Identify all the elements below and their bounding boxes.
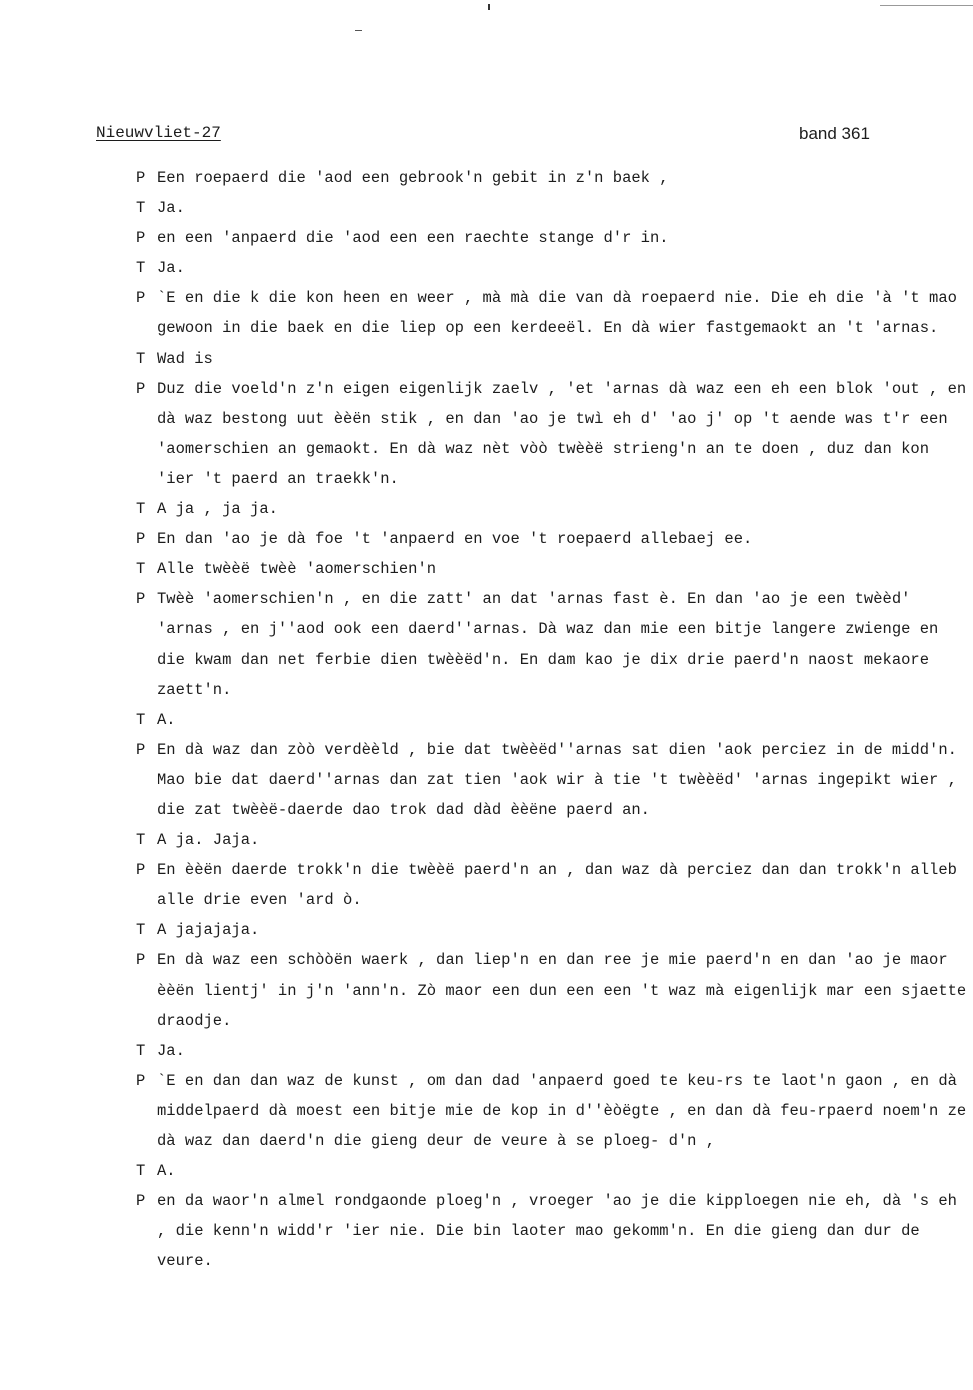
utterance: A jajajaja. bbox=[157, 921, 260, 940]
turn bbox=[136, 554, 968, 584]
turn bbox=[136, 524, 968, 554]
turn bbox=[136, 945, 968, 1035]
scan-mark bbox=[880, 5, 973, 6]
speaker-label: P bbox=[136, 229, 146, 248]
turn bbox=[136, 283, 968, 343]
turn bbox=[136, 1156, 968, 1186]
speaker-label: P bbox=[136, 740, 146, 759]
speaker-label: T bbox=[136, 1041, 146, 1060]
speaker-label: P bbox=[136, 861, 146, 880]
utterance: Ja. bbox=[157, 199, 185, 218]
turn bbox=[136, 253, 968, 283]
utterance: en een 'anpaerd die 'aod een een raechte stange d'r in. bbox=[157, 229, 669, 248]
utterance: Ja. bbox=[157, 1041, 185, 1060]
speaker-label: T bbox=[136, 710, 146, 729]
speaker-label: T bbox=[136, 199, 146, 218]
turn bbox=[136, 1036, 968, 1066]
turn bbox=[136, 705, 968, 735]
turn bbox=[136, 494, 968, 524]
utterance: `E en die k die kon heen en weer , mà mà die van dà roepaerd nie. Die eh die 'à 't mao gewoon in die baek en die liep op een kerdeeël. En dà wier fastgemaokt an 't 'arnas. bbox=[157, 289, 957, 338]
turn bbox=[136, 374, 968, 494]
tape-number: band 361 bbox=[799, 124, 870, 143]
turn bbox=[136, 584, 968, 704]
turn bbox=[136, 163, 968, 193]
speaker-label: P bbox=[136, 1071, 146, 1090]
utterance: A ja. Jaja. bbox=[157, 831, 260, 850]
turn bbox=[136, 825, 968, 855]
speaker-label: T bbox=[136, 259, 146, 278]
utterance: En dà waz een schòòën waerk , dan liep'n en dan ree je mie paerd'n en dan 'ao je maor èèën lientj' in j'n 'ann'n. Zò maor een dun een een 't waz mà eigenlijk mar een sjaette draodje. bbox=[157, 951, 967, 1030]
utterance: Een roepaerd die 'aod een gebrook'n gebit in z'n baek , bbox=[157, 169, 669, 187]
turn bbox=[136, 1186, 968, 1276]
turn bbox=[136, 193, 968, 223]
utterance: A ja , ja ja. bbox=[157, 500, 278, 519]
speaker-label: T bbox=[136, 831, 146, 850]
turn bbox=[136, 855, 968, 915]
utterance: A. bbox=[157, 710, 176, 729]
speaker-label: P bbox=[136, 379, 146, 398]
page-header bbox=[96, 124, 973, 146]
speaker-label: P bbox=[136, 1192, 146, 1211]
speaker-label: T bbox=[136, 1162, 146, 1181]
utterance: En dan 'ao je dà foe 't 'anpaerd en voe 't roepaerd allebaej ee. bbox=[157, 530, 753, 549]
utterance: Ja. bbox=[157, 259, 185, 278]
transcript bbox=[136, 163, 968, 1276]
utterance: En èèën daerde trokk'n die twèèë paerd'n an , dan waz dà perciez dan dan trokk'n alleb alle drie even 'ard ò. bbox=[157, 861, 957, 910]
utterance: Twèè 'aomerschien'n , en die zatt' an dat 'arnas fast è. En dan 'ao je een twèèd' 'arnas , en j''aod ook een daerd''arnas. Dà waz dan mie een bitje langere zwienge en die kwam dan net ferbie dien twèèëd'n. En dam kao je dix drie paerd'n naost mekaore zaett'n. bbox=[157, 590, 939, 699]
turn bbox=[136, 735, 968, 825]
speaker-label: P bbox=[136, 169, 146, 187]
speaker-label: P bbox=[136, 530, 146, 549]
turn bbox=[136, 223, 968, 253]
document-id: Nieuwvliet-27 bbox=[96, 124, 221, 142]
scan-mark bbox=[355, 30, 362, 31]
turn bbox=[136, 915, 968, 945]
speaker-label: T bbox=[136, 921, 146, 940]
turn bbox=[136, 344, 968, 374]
speaker-label: T bbox=[136, 349, 146, 368]
scan-mark bbox=[488, 4, 490, 10]
speaker-label: P bbox=[136, 951, 146, 970]
turn bbox=[136, 1066, 968, 1156]
utterance: `E en dan dan waz de kunst , om dan dad 'anpaerd goed te keu-rs te laot'n gaon , en dà middelpaerd dà moest een bitje mie de kop in d''èòëgte , en dan dà feu-rpaerd noem'n ze dà waz dan daerd'n die gieng deur de veure à se ploeg- d'n , bbox=[157, 1071, 967, 1150]
utterance: Wad is bbox=[157, 349, 213, 368]
speaker-label: P bbox=[136, 590, 146, 609]
utterance: en da waor'n almel rondgaonde ploeg'n , vroeger 'ao je die kipploegen nie eh, dà 's eh , die kenn'n widd'r 'ier nie. Die bin laoter mao gekomm'n. En die gieng dan dur de veure. bbox=[157, 1192, 957, 1271]
utterance: A. bbox=[157, 1162, 176, 1181]
speaker-label: T bbox=[136, 500, 146, 519]
utterance: En dà waz dan zòò verdèèld , bie dat twèèëd''arnas sat dien 'aok perciez in de midd'n. Mao bie dat daerd''arnas dan zat tien 'aok wir à tie 't twèèëd' 'arnas ingepikt wier , die zat twèèë-daerde dao trok dad dàd èèëne paerd an. bbox=[157, 740, 957, 819]
speaker-label: P bbox=[136, 289, 146, 308]
utterance: Duz die voeld'n z'n eigen eigenlijk zaelv , 'et 'arnas dà waz een eh een blok 'out , en dà waz bestong uut èèën stik , en dan 'ao je twì eh d' 'ao j' op 't aende was t'r een 'aomerschien an gemaokt. En dà waz nèt vòò twèèë strieng'n an te doen , duz dan kon 'ier 't paerd an traekk'n. bbox=[157, 379, 967, 488]
speaker-label: T bbox=[136, 560, 146, 579]
utterance: Alle twèèë twèè 'aomerschien'n bbox=[157, 560, 437, 579]
